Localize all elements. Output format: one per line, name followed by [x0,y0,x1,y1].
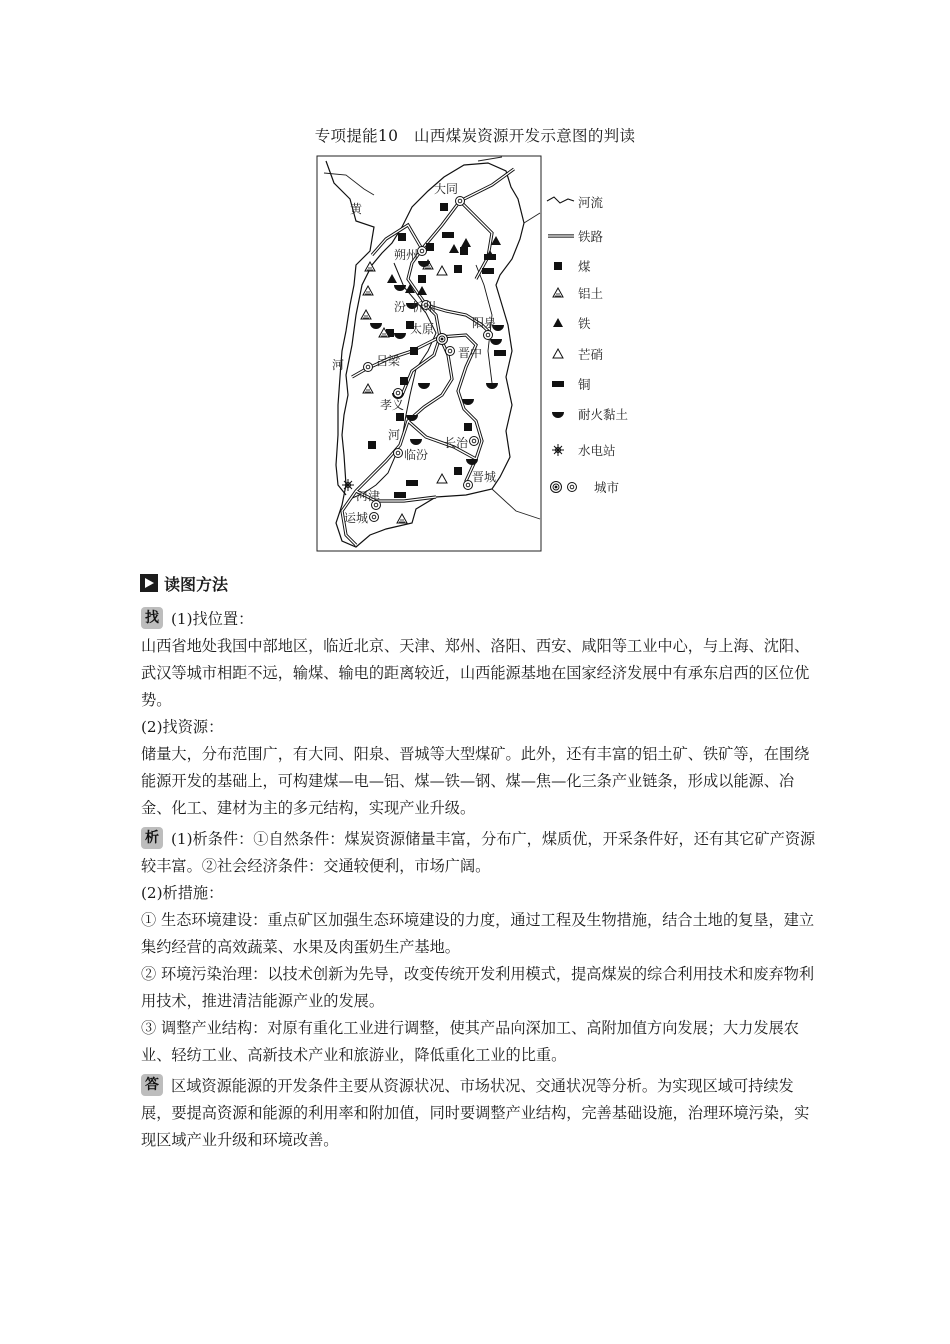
measure-1: ① 生态环境建设：重点矿区加强生态环境建设的力度，通过工程及生物措施，结合土地的复垦，建立集约经营的高效蔬菜、水果及肉蛋奶生产基地。 [141,911,815,956]
find2-heading: (2)找资源： [141,718,224,736]
label-changzhi: 长治 [444,436,469,450]
analyze2-heading: (2)析措施： [141,884,224,902]
label-lvliang: 吕梁 [376,354,401,368]
page-title: 专项提能10 山西煤炭资源开发示意图的判读 [314,127,636,145]
label-shuozhou: 朔州 [394,248,419,262]
legend-coal: 煤 [578,259,591,274]
analyze-paragraph-1 [141,826,821,880]
answer-text: 区域资源能源的开发条件主要从资源状况、市场状况、交通状况等分析。为实现区域可持续发展，要提高资源和能源的利用率和附加值，同时要调整产业结构，完善基础设施，治理环境污染，实现区域产业升级和环境改善。 [141,1077,810,1149]
play-icon [140,574,158,592]
label-xinzhou: 忻州 [412,300,437,314]
label-jincheng: 晋城 [472,470,497,484]
legend-hydro: 水电站 [578,443,616,458]
label-fen-1: 汾 [394,300,407,314]
find1-heading: (1)找位置： [171,610,254,628]
label-yuncheng: 运城 [344,511,369,525]
label-yangquan: 阳泉 [472,316,497,330]
find1-text: 山西省地处我国中部地区，临近北京、天津、郑州、洛阳、西安、咸阳等工业中心，与上海、沈阳、武汉等城市相距不远，输煤、输电的距离较近，山西能源基地在国家经济发展中有承东启西的区位优势。 [141,637,810,709]
label-xiaoyi: 孝义 [380,398,405,412]
label-yellow-1: 黄 [350,202,363,216]
content-body [141,606,821,1154]
legend-river: 河流 [578,195,604,210]
analyze1-text: (1)析条件：①自然条件：煤炭资源储量丰富，分布广，煤质优，开采条件好，还有其它矿产资源较丰富。②社会经济条件：交通较便利，市场广阔。 [141,830,816,875]
label-linfen: 临汾 [404,448,429,462]
answer-paragraph [141,1073,821,1154]
find2-text: 储量大，分布范围广，有大同、阳泉、晋城等大型煤矿。此外，还有丰富的铝土矿、铁矿等，在围绕能源开发的基础上，可构建煤—电—铝、煤—铁—钢、煤—焦—化三条产业链条，形成以能源、冶金、化工、建材为主的多元结构，实现产业升级。 [141,745,810,817]
badge-analyze: 析 [141,827,163,849]
section-title: 读图方法 [164,574,229,594]
shanxi-resource-map [316,155,642,552]
measure-2: ② 环境污染治理：以技术创新为先导，改变传统开发利用模式，提高煤炭的综合利用技术和废弃物利用技术，推进清洁能源产业的发展。 [141,965,815,1010]
label-yellow-2: 河 [332,358,345,372]
legend-railway: 铁路 [578,229,604,244]
label-datong: 大同 [434,182,459,196]
map-legend [547,195,628,495]
label-fen-2: 河 [388,428,401,442]
badge-answer: 答 [141,1074,163,1096]
legend-iron: 铁 [578,316,591,331]
find-heading-1 [141,606,821,633]
legend-clay: 耐火黏土 [578,407,629,422]
legend-bauxite: 铝土 [578,286,604,301]
legend-city: 城市 [594,480,620,495]
label-hejin: 河津 [356,489,381,503]
legend-copper: 铜 [578,377,591,392]
badge-find: 找 [141,607,163,629]
section-header [140,571,228,595]
legend-mirabilite: 芒硝 [578,347,604,362]
measure-3: ③ 调整产业结构：对原有重化工业进行调整，使其产品向深加工、高附加值方向发展；大力发展农业、轻纺工业、高新技术产业和旅游业，降低重化工业的比重。 [141,1019,799,1064]
label-jinzhong: 晋中 [458,346,483,360]
label-taiyuan: 太原 [410,322,435,336]
